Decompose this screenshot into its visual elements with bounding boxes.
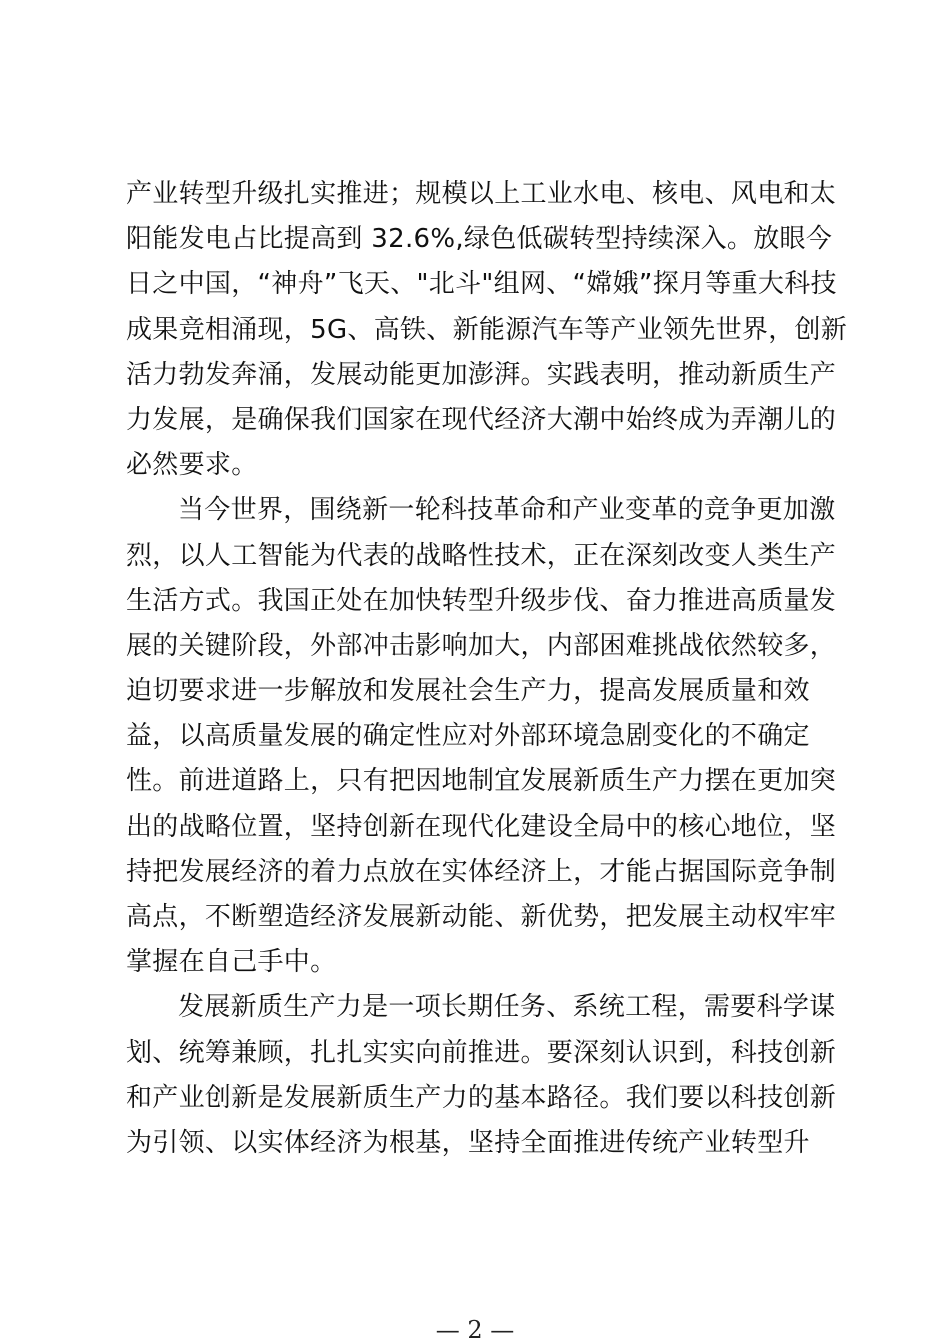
text-line: 和产业创新是发展新质生产力的基本路径。我们要以科技创新 <box>126 1082 837 1113</box>
text-line: 当今世界，围绕新一轮科技革命和产业变革的竞争更加激 <box>178 495 836 526</box>
text-line: 展的关键阶段，外部冲击影响加大，内部困难挑战依然较多， <box>126 630 837 661</box>
text-line: 力发展，是确保我们国家在现代经济大潮中始终成为弄潮儿的 <box>126 404 837 435</box>
text-line: 发展新质生产力是一项长期任务、系统工程，需要科学谋 <box>178 992 836 1023</box>
text-line: 活力勃发奔涌，发展动能更加澎湃。实践表明，推动新质生产 <box>126 359 837 390</box>
text-line: 产业转型升级扎实推进；规模以上工业水电、核电、风电和太 <box>126 179 837 209</box>
text-line: 益，以高质量发展的确定性应对外部环境急剧变化的不确定 <box>126 721 810 752</box>
text-line: 阳能发电占比提高到 32.6%,绿色低碳转型持续深入。放眼今 <box>126 224 833 255</box>
text-line: 掌握在自己手中。 <box>126 947 337 978</box>
paragraph-2 <box>126 488 838 985</box>
text-line: 持把发展经济的着力点放在实体经济上，才能占据国际竞争制 <box>126 856 837 887</box>
text-line: 为引领、以实体经济为根基，坚持全面推进传统产业转型升 <box>126 1127 810 1158</box>
text-line: 成果竞相涌现，5G、高铁、新能源汽车等产业领先世界，创新 <box>126 314 848 345</box>
text-line: 必然要求。 <box>126 450 258 481</box>
text-line: 性。前进道路上，只有把因地制宜发展新质生产力摆在更加突 <box>126 766 837 797</box>
paragraph-3 <box>126 985 838 1166</box>
text-line: 生活方式。我国正处在加快转型升级步伐、奋力推进高质量发 <box>126 585 837 616</box>
text-line: 划、统筹兼顾，扎扎实实向前推进。要深刻认识到，科技创新 <box>126 1037 837 1068</box>
paragraph-1 <box>126 172 848 488</box>
text-line: 烈，以人工智能为代表的战略性技术，正在深刻改变人类生产 <box>126 540 837 571</box>
body-text <box>126 172 848 1166</box>
text-line: 日之中国，“神舟”飞天、"北斗"组网、“嫦娥”探月等重大科技 <box>126 269 837 300</box>
text-line: 出的战略位置，坚持创新在现代化建设全局中的核心地位，坚 <box>126 811 837 842</box>
text-line: 迫切要求进一步解放和发展社会生产力，提高发展质量和效 <box>126 676 810 707</box>
page-number: — 2 — <box>435 1316 515 1344</box>
text-line: 高点，不断塑造经济发展新动能、新优势，把发展主动权牢牢 <box>126 902 837 932</box>
